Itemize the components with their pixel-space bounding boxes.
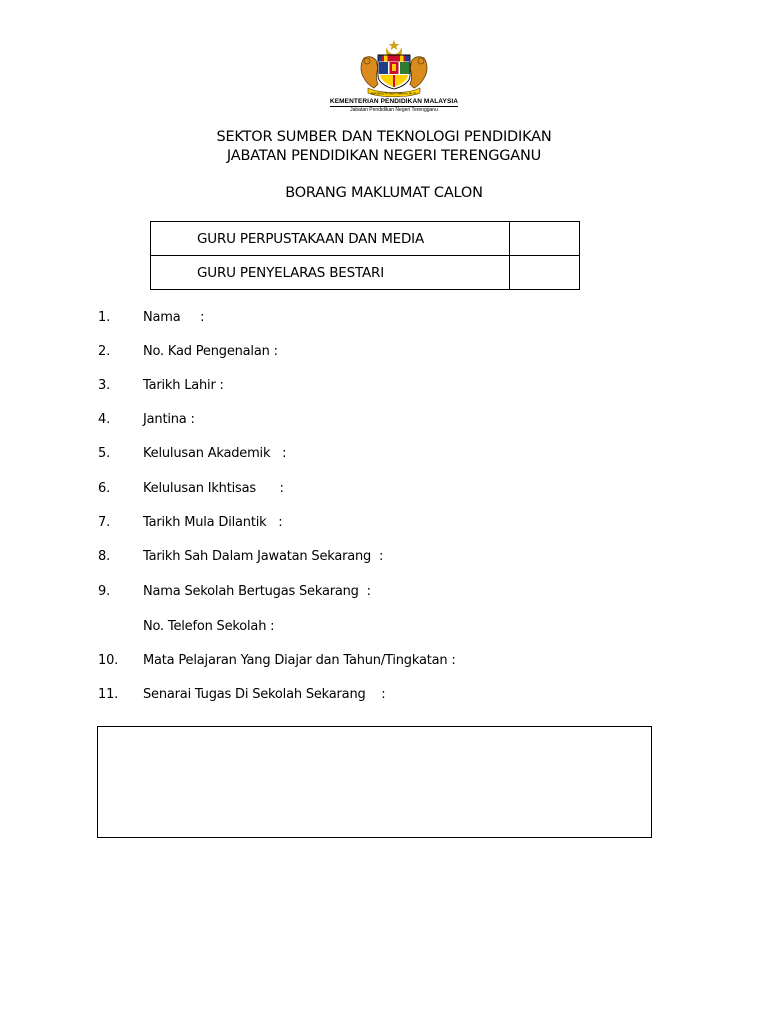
field-label: Senarai Tugas Di Sekolah Sekarang : xyxy=(143,687,386,702)
ministry-block xyxy=(284,98,504,114)
field-label: No. Kad Pengenalan : xyxy=(143,344,278,359)
field-label: Kelulusan Ikhtisas : xyxy=(143,481,284,496)
field-row-school xyxy=(0,583,768,601)
field-row-birthdate xyxy=(0,377,768,395)
field-label: Tarikh Lahir : xyxy=(143,378,224,393)
position-label: GURU PERPUSTAKAAN DAN MEDIA xyxy=(151,222,510,256)
field-number: 4. xyxy=(98,412,111,427)
ministry-subtitle: Jabatan Pendidikan Negeri Terengganu xyxy=(350,107,438,113)
position-selection-table xyxy=(150,221,580,290)
field-label: No. Telefon Sekolah : xyxy=(143,619,275,634)
field-row-professional xyxy=(0,480,768,498)
field-row-confirmation-date xyxy=(0,548,768,566)
position-label: GURU PENYELARAS BESTARI xyxy=(151,256,510,290)
sector-heading: SEKTOR SUMBER DAN TEKNOLOGI PENDIDIKAN xyxy=(216,129,552,145)
field-row-subjects xyxy=(0,652,768,670)
field-number: 3. xyxy=(98,378,111,393)
duties-answer-box[interactable] xyxy=(97,726,652,838)
field-row-academic xyxy=(0,445,768,463)
field-label: Nama Sekolah Bertugas Sekarang : xyxy=(143,584,371,599)
position-row xyxy=(151,222,580,256)
field-row-ic xyxy=(0,343,768,361)
field-number: 1. xyxy=(98,310,111,325)
field-label: Mata Pelajaran Yang Diajar dan Tahun/Tingkatan : xyxy=(143,653,456,668)
position-checkbox[interactable] xyxy=(510,222,580,256)
field-row-school-phone xyxy=(0,618,768,636)
field-label: Tarikh Sah Dalam Jawatan Sekarang : xyxy=(143,549,384,564)
field-number: 2. xyxy=(98,344,111,359)
svg-text:BERSEKUTU BERTAMBAH MUTU: BERSEKUTU BERTAMBAH MUTU xyxy=(370,91,418,96)
field-number: 8. xyxy=(98,549,111,564)
field-number: 9. xyxy=(98,584,111,599)
ministry-name: KEMENTERIAN PENDIDIKAN MALAYSIA xyxy=(329,98,459,105)
field-label: Jantina : xyxy=(143,412,195,427)
field-number: 6. xyxy=(98,481,111,496)
position-checkbox[interactable] xyxy=(510,256,580,290)
malaysia-coat-of-arms-icon xyxy=(354,38,434,98)
field-number: 7. xyxy=(98,515,111,530)
field-label: Nama : xyxy=(143,310,205,325)
field-label: Kelulusan Akademik : xyxy=(143,446,287,461)
field-row-gender xyxy=(0,411,768,429)
field-number: 11. xyxy=(98,687,119,702)
field-label: Tarikh Mula Dilantik : xyxy=(143,515,283,530)
department-heading: JABATAN PENDIDIKAN NEGERI TERENGGANU xyxy=(226,148,542,164)
field-row-duties xyxy=(0,686,768,704)
field-row-appointment-date xyxy=(0,514,768,532)
field-number: 5. xyxy=(98,446,111,461)
form-title: BORANG MAKLUMAT CALON xyxy=(285,185,483,201)
field-number: 10. xyxy=(98,653,119,668)
field-row-nama xyxy=(0,309,768,327)
position-row xyxy=(151,256,580,290)
